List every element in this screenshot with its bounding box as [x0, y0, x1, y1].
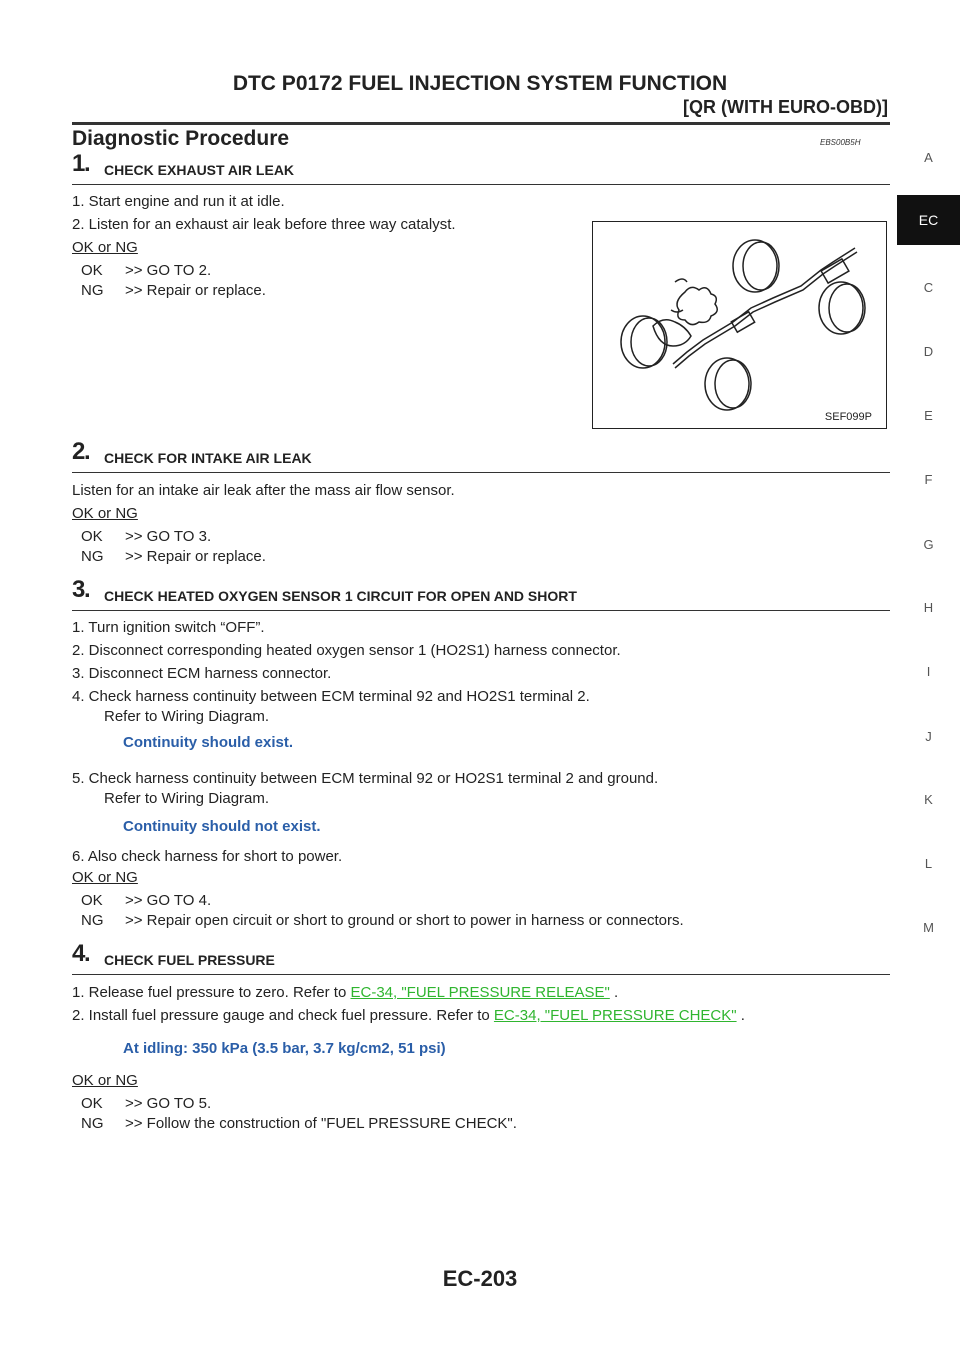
step-3-ng [81, 912, 684, 929]
sidebar-item-l[interactable]: L [924, 856, 933, 871]
step-dot: . [84, 438, 91, 465]
ok-or-ng-label: OK or NG [72, 239, 138, 256]
step-3-item-3: 3. Disconnect ECM harness connector. [72, 665, 332, 682]
step-1-item-2: 2. Listen for an exhaust air leak before three way catalyst. [72, 216, 456, 233]
step-title: CHECK HEATED OXYGEN SENSOR 1 CIRCUIT FOR OPEN AND SHORT [104, 588, 577, 604]
step-dot: . [84, 940, 91, 967]
sidebar-item-h[interactable]: H [923, 600, 934, 615]
exhaust-illustration [593, 222, 886, 428]
sidebar-item-ec-active[interactable]: EC [897, 195, 960, 245]
step-4-ok [81, 1095, 211, 1112]
step-3-item-5-ref: Refer to Wiring Diagram. [104, 790, 270, 807]
spec-fuel-pressure: At idling: 350 kPa (3.5 bar, 3.7 kg/cm2, 51 psi) [123, 1040, 446, 1057]
step-2-item-1: Listen for an intake air leak after the mass air flow sensor. [72, 482, 455, 499]
step-1-ng [81, 282, 266, 299]
step-4-ng [81, 1115, 517, 1132]
ok-result: >> GO TO 4. [125, 892, 212, 909]
ok-result: >> GO TO 5. [125, 1095, 212, 1112]
sidebar-item-m[interactable]: M [923, 920, 934, 935]
step-4-item-1-text: 1. Release fuel pressure to zero. Refer to [72, 984, 347, 1001]
ng-result: >> Repair or replace. [125, 548, 266, 565]
step-title: CHECK FUEL PRESSURE [104, 952, 275, 968]
step-number: 4 [72, 940, 86, 967]
step-title: CHECK FOR INTAKE AIR LEAK [104, 450, 312, 466]
sidebar-item-j[interactable]: J [925, 729, 932, 744]
step-4-item-1 [72, 984, 618, 1002]
step-3-item-5: 5. Check harness continuity between ECM terminal 92 or HO2S1 terminal 2 and ground. [72, 770, 659, 787]
exhaust-leak-figure [592, 221, 887, 429]
ng-result: >> Follow the construction of "FUEL PRESSURE CHECK". [125, 1115, 517, 1132]
section-code: EBS00B5H [820, 138, 861, 147]
step-3-item-4-ref: Refer to Wiring Diagram. [104, 708, 270, 725]
ok-or-ng-label: OK or NG [72, 505, 138, 522]
step-3-item-6: 6. Also check harness for short to power. [72, 848, 343, 865]
ng-key: NG [81, 912, 104, 929]
step-2-ng [81, 548, 266, 565]
spec-continuity-exist: Continuity should exist. [123, 734, 294, 751]
step-dot: . [84, 150, 91, 177]
ng-result: >> Repair or replace. [125, 282, 266, 299]
sidebar-item-c[interactable]: C [923, 280, 934, 295]
step-3-ok [81, 892, 211, 909]
ok-key: OK [81, 262, 103, 279]
page-number: EC-203 [442, 1266, 518, 1291]
sidebar-item-k[interactable]: K [924, 792, 933, 807]
step-2-header [72, 438, 890, 473]
step-1-header [72, 150, 890, 185]
step-1-item-1: 1. Start engine and run it at idle. [72, 193, 285, 210]
ng-key: NG [81, 282, 104, 299]
period: . [740, 1007, 745, 1024]
sidebar-item-f[interactable]: F [924, 472, 933, 487]
sidebar-item-d[interactable]: D [923, 344, 934, 359]
sidebar-item-a[interactable]: A [924, 150, 933, 165]
link-fuel-pressure-check[interactable]: EC-34, "FUEL PRESSURE CHECK" [493, 1007, 737, 1024]
ok-or-ng-label: OK or NG [72, 1072, 138, 1089]
link-fuel-pressure-release[interactable]: EC-34, "FUEL PRESSURE RELEASE" [350, 984, 610, 1001]
step-1-ok [81, 262, 211, 279]
ok-result: >> GO TO 3. [125, 528, 212, 545]
page-title: DTC P0172 FUEL INJECTION SYSTEM FUNCTION [232, 72, 728, 95]
step-number: 3 [72, 576, 86, 603]
ok-key: OK [81, 892, 103, 909]
step-3-item-1: 1. Turn ignition switch “OFF”. [72, 619, 265, 636]
sidebar-item-g[interactable]: G [923, 537, 934, 552]
step-3-item-4: 4. Check harness continuity between ECM terminal 92 and HO2S1 terminal 2. [72, 688, 590, 705]
ok-key: OK [81, 1095, 103, 1112]
sidebar-item-i[interactable]: I [926, 664, 931, 679]
ok-key: OK [81, 528, 103, 545]
step-title: CHECK EXHAUST AIR LEAK [104, 162, 295, 178]
step-number: 1 [72, 150, 86, 177]
step-4-item-2-text: 2. Install fuel pressure gauge and check fuel pressure. Refer to [72, 1007, 490, 1024]
sidebar-item-e[interactable]: E [924, 408, 933, 423]
spec-continuity-not-exist: Continuity should not exist. [123, 818, 321, 835]
page-subtitle: [QR (WITH EURO-OBD)] [683, 97, 888, 117]
step-4-header [72, 940, 890, 975]
step-dot: . [84, 576, 91, 603]
ok-result: >> GO TO 2. [125, 262, 212, 279]
step-2-ok [81, 528, 211, 545]
period: . [614, 984, 619, 1001]
ng-key: NG [81, 548, 104, 565]
step-number: 2 [72, 438, 86, 465]
header-divider [72, 122, 890, 125]
step-3-item-2: 2. Disconnect corresponding heated oxygen sensor 1 (HO2S1) harness connector. [72, 642, 621, 659]
figure-label: SEF099P [824, 411, 872, 423]
ng-result: >> Repair open circuit or short to ground or short to power in harness or connectors. [125, 912, 684, 929]
section-title: Diagnostic Procedure [72, 127, 290, 150]
step-4-item-2 [72, 1007, 745, 1025]
ok-or-ng-label: OK or NG [72, 869, 138, 886]
step-3-header [72, 576, 890, 611]
ng-key: NG [81, 1115, 104, 1132]
